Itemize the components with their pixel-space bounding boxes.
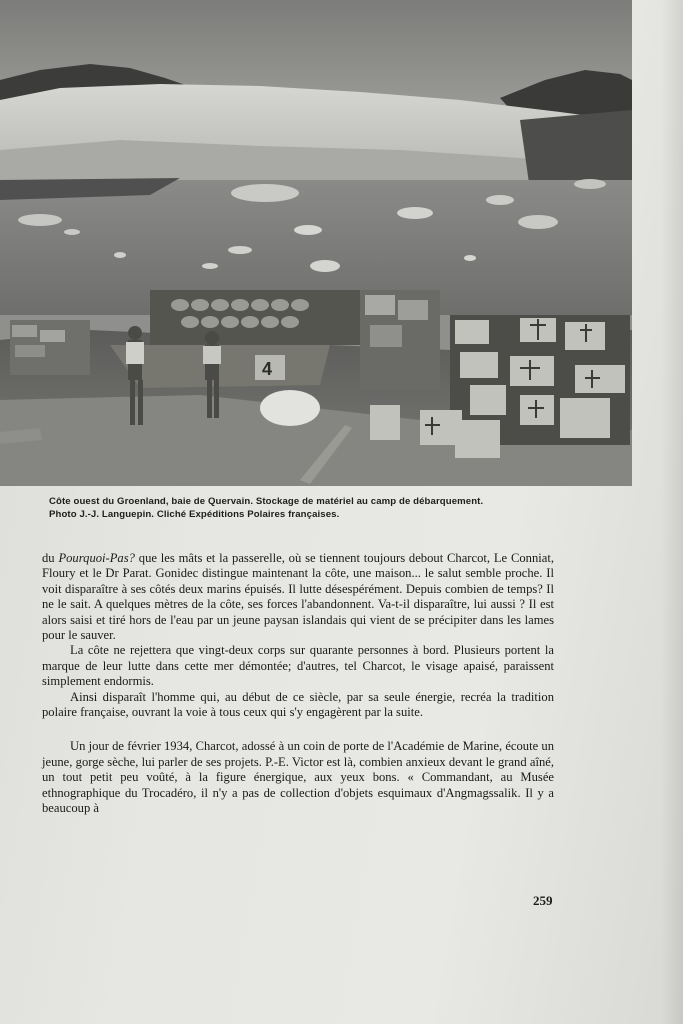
photo-caption — [49, 495, 561, 521]
body-text — [42, 551, 554, 817]
photo-drawing — [0, 0, 632, 486]
paragraph-4: Un jour de février 1934, Charcot, adossé à un coin de porte de l'Académie de Marine, écoute un jeune, gorge sèche, lui parler de ses projets. P.-E. Victor est là, combien anxieux devant le grand aîné, un tout petit peu voûté, à la figure énergique, aux yeux bons. « Commandant, au Musée ethnographique du Trocadéro, il n'y a pas de collection d'objets esquimaux d'Angmagssalik. Il y a beaucoup à — [42, 739, 554, 816]
paragraph-3: Ainsi disparaît l'homme qui, au début de ce siècle, par sa seule énergie, recréa la tradition polaire française, ouvrant la voie à tous ceux qui s'y engagèrent par la suite. — [42, 689, 554, 720]
caption-line-2: Photo J.-J. Languepin. Cliché Expéditions Polaires françaises. — [49, 509, 340, 520]
paragraph-1-text: que les mâts et la passerelle, où se tiennent toujours debout Charcot, Le Conniat, Floury et le Dr Parat. Gonidec distingue maintenant la côte, une maison... le salut semble proche. Il voit disparaître à ses côtés deux marins épuisés. Il lutte désespérément. Depuis combien de temps? Il ne le sait. A quelques mètres de la côte, ses forces l'abandonnent. Va-t-il disparaître, lui aussi ? Il est alors saisi et tiré hors de l'eau par un jeune paysan islandais qui vient de se précipiter dans les lames pour le sauver. — [42, 551, 555, 643]
paragraph-1-prefix: du — [42, 551, 59, 565]
page-edge-shadow — [661, 0, 683, 1024]
paragraph-1 — [42, 551, 554, 643]
greenland-camp-photo — [0, 0, 632, 486]
paragraph-2: La côte ne rejettera que vingt-deux corps sur quarante personnes à bord. Plusieurs portent la marque de leur lutte dans cette mer démontée; d'autres, tel Charcot, le visage apaisé, paraissent simplement endormis. — [42, 643, 554, 689]
ship-name: Pourquoi-Pas? — [58, 551, 135, 565]
page-number: 259 — [533, 893, 553, 908]
svg-text:4: 4 — [262, 359, 273, 379]
caption-line-1: Côte ouest du Groenland, baie de Quervain. Stockage de matériel au camp de débarquement. — [49, 496, 484, 507]
